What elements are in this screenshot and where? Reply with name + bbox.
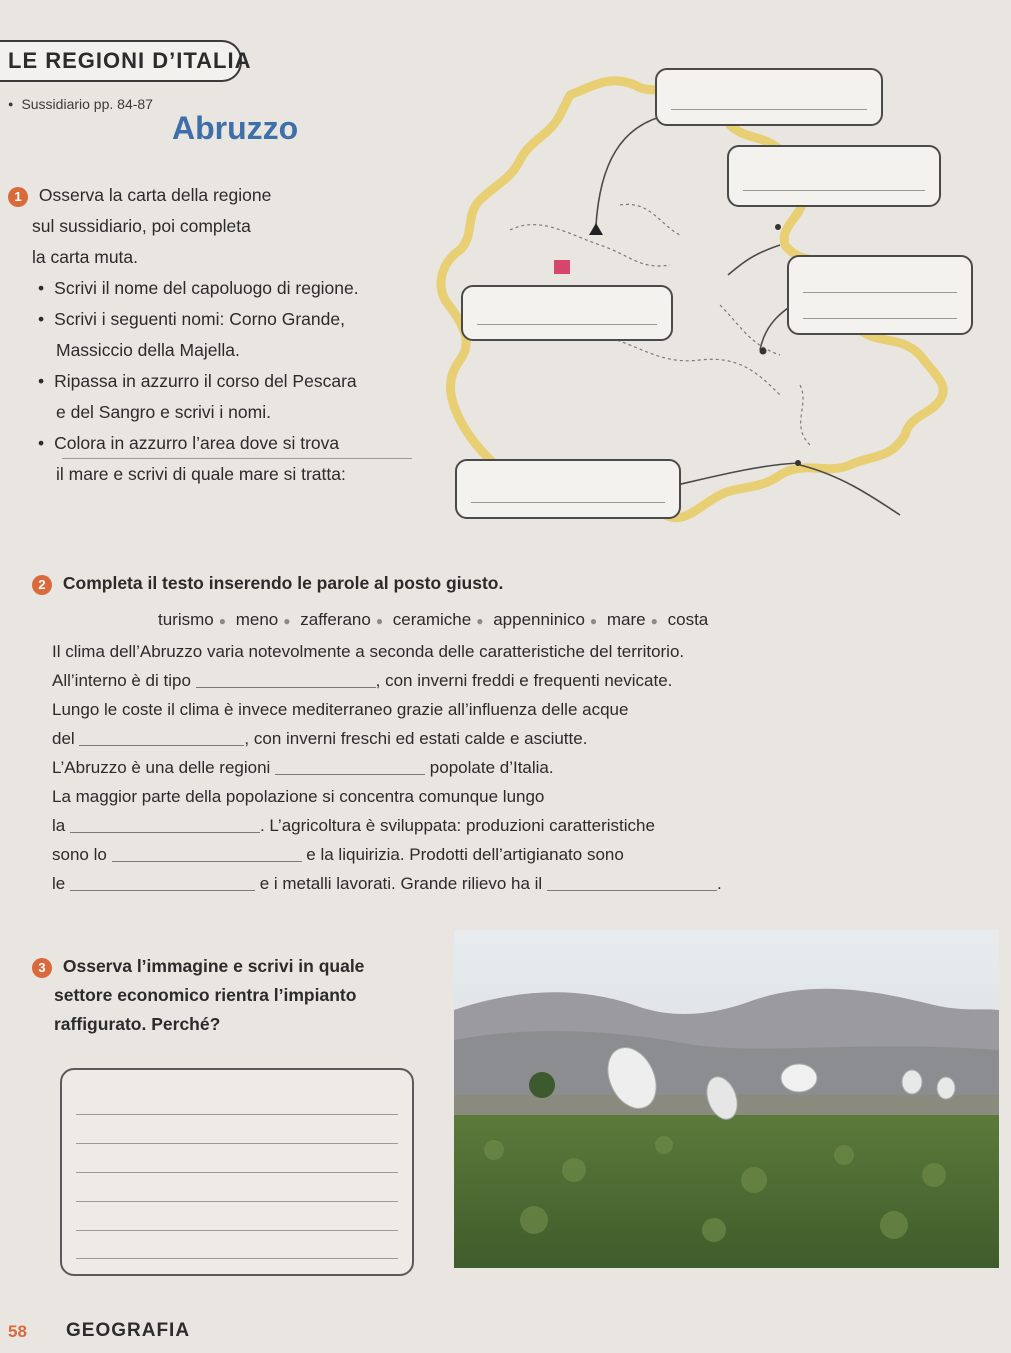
textbook-reference: ● Sussidiario pp. 84-87 xyxy=(8,96,153,112)
mountain-peak-marker xyxy=(589,223,603,235)
answer-line[interactable] xyxy=(76,1114,398,1115)
subject-label: GEOGRAFIA xyxy=(66,1320,191,1341)
task-item: • Ripassa in azzurro il corso del Pescara xyxy=(38,366,359,397)
word: mare xyxy=(606,610,646,629)
word: meno xyxy=(235,610,279,629)
answer-line[interactable] xyxy=(76,1230,398,1231)
satellite-station-photo xyxy=(454,930,999,1268)
text: . L’agricoltura è sviluppata: produzioni caratteristiche xyxy=(259,816,655,835)
exercise-1 xyxy=(8,180,359,490)
text: del xyxy=(52,729,75,748)
blank-field[interactable] xyxy=(547,890,717,891)
text: , con inverni freschi ed estati calde e asciutte. xyxy=(244,729,588,748)
region-title: Abruzzo xyxy=(172,110,299,146)
map-label-box-3[interactable] xyxy=(787,255,973,335)
text: . xyxy=(716,874,722,893)
task-item-cont: il mare e scrivi di quale mare si tratta: xyxy=(56,464,346,484)
text: All’interno è di tipo xyxy=(52,671,191,690)
text: sono lo xyxy=(52,845,107,864)
word: turismo xyxy=(158,610,214,629)
sea-answer-line[interactable] xyxy=(62,458,412,459)
task-item: • Scrivi il nome del capoluogo di regione. xyxy=(38,273,359,304)
exercise-number: 1 xyxy=(8,187,28,207)
cloze-line: La maggior parte della popolazione si concentra comunque lungo xyxy=(52,787,545,806)
cloze-line xyxy=(52,816,655,836)
answer-box[interactable] xyxy=(60,1068,414,1276)
exercise-2-instruction xyxy=(32,568,503,599)
task-item-cont: Massiccio della Majella. xyxy=(56,340,240,360)
answer-line[interactable] xyxy=(76,1143,398,1144)
exercise-3-instruction xyxy=(32,952,364,1039)
instruction-line: Osserva la carta della regione xyxy=(38,185,272,205)
answer-line[interactable] xyxy=(76,1201,398,1202)
task-item-cont: e del Sangro e scrivi i nomi. xyxy=(56,402,271,422)
exercise-number: 3 xyxy=(32,958,52,978)
blank-field[interactable] xyxy=(112,861,302,862)
map-label-box-5[interactable] xyxy=(455,459,681,519)
answer-line[interactable] xyxy=(76,1258,398,1259)
city-marker xyxy=(760,348,767,355)
cloze-line xyxy=(52,671,672,691)
capital-marker xyxy=(554,260,570,274)
map-label-box-2[interactable] xyxy=(727,145,941,207)
cloze-line xyxy=(52,729,587,749)
text: e i metalli lavorati. Grande rilievo ha il xyxy=(259,874,543,893)
satellite-dish xyxy=(781,1064,817,1092)
tree xyxy=(529,1072,555,1098)
instruction-text: Completa il testo inserendo le parole al posto giusto. xyxy=(62,573,504,593)
exercise-number: 2 xyxy=(32,575,52,595)
text: la xyxy=(52,816,66,835)
word: zafferano xyxy=(300,610,371,629)
task-item: • Colora in azzurro l’area dove si trova xyxy=(38,428,359,459)
city-marker-north xyxy=(775,224,781,230)
word: ceramiche xyxy=(392,610,472,629)
cloze-line: Lungo le coste il clima è invece mediterraneo grazie all’influenza delle acque xyxy=(52,700,629,719)
word-bank: turismo ● meno ● zafferano ● ceramiche ● appenninico ● mare ● costa xyxy=(158,610,709,629)
exercise-1-intro xyxy=(8,180,359,273)
instruction-line: settore economico rientra l’impianto xyxy=(54,985,357,1005)
satellite-dish xyxy=(937,1077,955,1099)
text: le xyxy=(52,874,66,893)
blank-field[interactable] xyxy=(275,774,425,775)
cloze-line xyxy=(52,758,554,778)
blank-field[interactable] xyxy=(70,890,255,891)
answer-line[interactable] xyxy=(76,1172,398,1173)
text: e la liquirizia. Prodotti dell’artigianato sono xyxy=(306,845,624,864)
blank-field[interactable] xyxy=(70,832,260,833)
word: costa xyxy=(667,610,709,629)
satellite-dish xyxy=(902,1070,922,1094)
blank-field[interactable] xyxy=(79,745,244,746)
instruction-line: raffigurato. Perché? xyxy=(54,1014,221,1034)
city-marker-coast xyxy=(795,460,801,466)
field xyxy=(454,1115,999,1268)
text: popolate d’Italia. xyxy=(429,758,554,777)
page-number: 58 xyxy=(8,1322,27,1341)
chapter-title: LE REGIONI D’ITALIA xyxy=(8,48,252,73)
instruction-line: la carta muta. xyxy=(32,247,139,267)
cloze-line xyxy=(52,874,722,894)
task-item: • Scrivi i seguenti nomi: Corno Grande, xyxy=(38,304,359,335)
word: appenninico xyxy=(493,610,585,629)
cloze-line: Il clima dell’Abruzzo varia notevolmente a seconda delle caratteristiche del territorio. xyxy=(52,642,685,661)
map-label-box-4[interactable] xyxy=(461,285,673,341)
instruction-line: Osserva l’immagine e scrivi in quale xyxy=(62,956,365,976)
blank-field[interactable] xyxy=(196,687,376,688)
cloze-line xyxy=(52,845,624,865)
text: , con inverni freddi e frequenti nevicate. xyxy=(375,671,673,690)
instruction-line: sul sussidiario, poi completa xyxy=(32,216,251,236)
map-label-box-1[interactable] xyxy=(655,68,883,126)
text: L’Abruzzo è una delle regioni xyxy=(52,758,271,777)
